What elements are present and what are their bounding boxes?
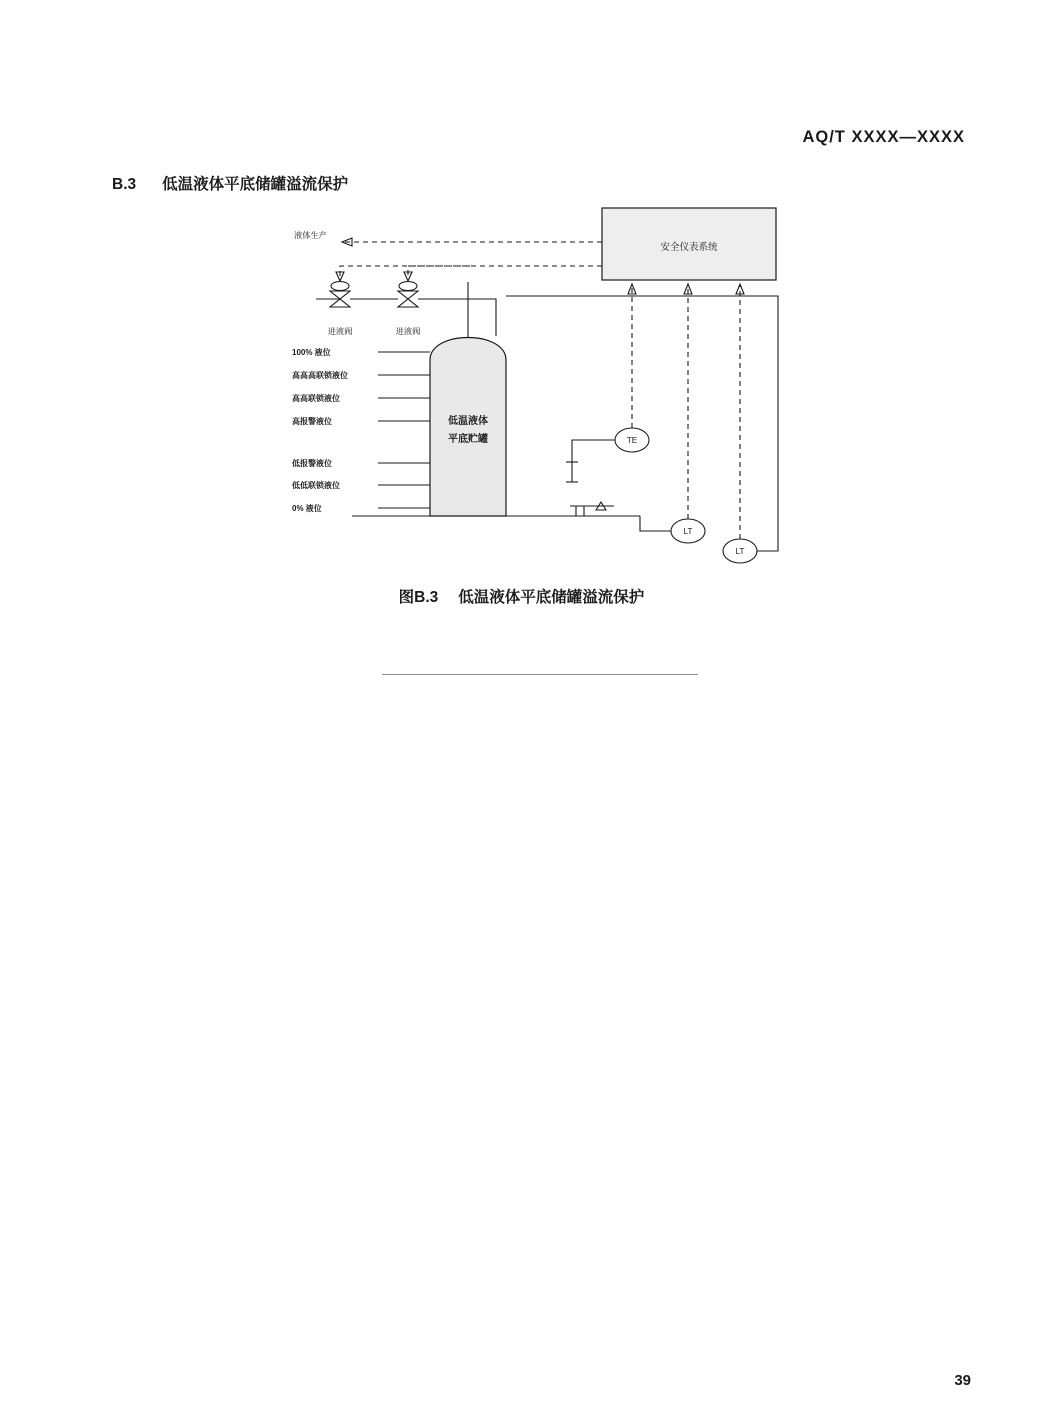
section-heading bbox=[112, 172, 348, 194]
inlet-valve-left bbox=[328, 282, 353, 337]
figure-caption-title: 低温液体平底储罐溢流保护 bbox=[458, 589, 645, 606]
figure-caption-label: 图B.3 bbox=[398, 589, 439, 606]
level-label-0: 100% 液位 bbox=[292, 348, 331, 357]
lt2-instrument-group bbox=[506, 284, 778, 563]
lt2-process-connection bbox=[506, 296, 778, 551]
te-tag: TE bbox=[626, 436, 638, 445]
section-number: B.3 bbox=[112, 176, 137, 193]
level-label-5: 低低联锁液位 bbox=[292, 481, 340, 490]
level-label-2: 高高联锁液位 bbox=[292, 394, 340, 403]
te-instrument-group bbox=[566, 284, 649, 482]
valve-right-actuator bbox=[399, 282, 417, 291]
valve-left-label: 进液阀 bbox=[327, 327, 353, 336]
figure-caption bbox=[0, 585, 1043, 607]
te-process-connection bbox=[572, 440, 615, 462]
valve-right-symbol bbox=[398, 291, 418, 307]
valve-right-label: 进液阀 bbox=[395, 327, 421, 336]
page-number: 39 bbox=[954, 1372, 971, 1389]
header-standard-code: AQ/T XXXX—XXXX bbox=[802, 128, 965, 146]
inlet-valve-right bbox=[396, 282, 421, 337]
level-label-3: 高报警液位 bbox=[292, 417, 332, 426]
figure-b3-diagram bbox=[270, 196, 830, 566]
lt2-tag: LT bbox=[735, 547, 745, 556]
cryogenic-flat-bottom-tank bbox=[430, 282, 506, 516]
valve-left-actuator bbox=[331, 282, 349, 291]
level-label-6: 0% 液位 bbox=[292, 504, 322, 513]
level-label-4: 低报警液位 bbox=[292, 459, 332, 468]
tank-label-line2: 平底贮罐 bbox=[448, 434, 488, 445]
lt1-tag: LT bbox=[683, 527, 693, 536]
sis-to-valve-right-line bbox=[408, 266, 602, 278]
lt1-process-connection bbox=[640, 516, 671, 531]
lt1-instrument-group bbox=[640, 284, 705, 543]
section-title: 低温液体平底储罐溢流保护 bbox=[162, 176, 349, 193]
liquid-production-label: 液体生产 bbox=[294, 231, 327, 240]
horizontal-divider bbox=[382, 674, 698, 675]
pipe-valve-right-to-tank bbox=[418, 299, 496, 336]
tank-bottom-nozzle bbox=[576, 506, 584, 516]
level-marker-lines bbox=[378, 352, 430, 508]
level-label-1: 高高高联锁液位 bbox=[292, 371, 348, 380]
sis-box-label: 安全仪表系统 bbox=[660, 242, 718, 253]
tank-label-line1: 低温液体 bbox=[448, 416, 488, 427]
